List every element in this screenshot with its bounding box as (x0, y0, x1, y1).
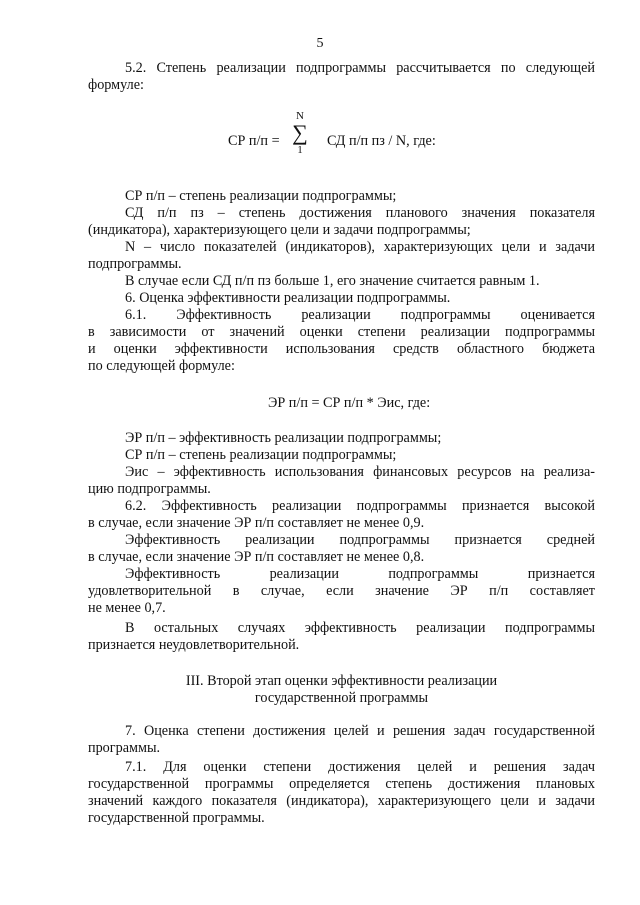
text-line: в случае, если значение ЭР п/п составляет не менее 0,8. (88, 549, 425, 565)
formula-efficiency: ЭР п/п = СР п/п * Эис, где: (268, 395, 431, 411)
text-line: Эффективность реализации подпрограммы признается средней (125, 532, 595, 548)
text-line: и оценки эффективности использования средств областного бюджета (88, 341, 595, 357)
sigma-icon: ∑ (292, 120, 308, 145)
text-line: программы. (88, 740, 161, 756)
text-line: значений каждого показателя (индикатора), характеризующего цели и задачи (88, 793, 595, 809)
text-line: в зависимости от значений оценки степени реализации подпрограммы (88, 324, 595, 340)
text-line: СР п/п – степень реализации подпрограммы; (125, 447, 397, 463)
text-line: В случае если СД п/п пз больше 1, его значение считается равным 1. (125, 273, 540, 289)
text-line: удовлетворительной в случае, если значение ЭР п/п составляет (88, 583, 595, 599)
text-line: в случае, если значение ЭР п/п составляет не менее 0,9. (88, 515, 425, 531)
text-line: 6.1. Эффективность реализации подпрограммы оценивается (125, 307, 595, 323)
text-line: (индикатора), характеризующего цели и задачи подпрограммы; (88, 222, 471, 238)
text-line: 6. Оценка эффективности реализации подпрограммы. (125, 290, 451, 306)
text-line: СД п/п пз – степень достижения планового значения показателя (125, 205, 595, 221)
text-line: 6.2. Эффективность реализации подпрограммы признается высокой (125, 498, 595, 514)
text-line: Эффективность реализации подпрограммы признается (125, 566, 595, 582)
text-line: В остальных случаях эффективность реализации подпрограммы (125, 620, 595, 636)
text-line: Эис – эффективность использования финансовых ресурсов на реализа- (125, 464, 595, 480)
text-line: государственной программы определяется степень достижения плановых (88, 776, 595, 792)
section-heading-line1: III. Второй этап оценки эффективности реализации (185, 673, 498, 689)
section-heading-line2: государственной программы (254, 690, 429, 706)
formula-right: СД п/п пз / N, где: (327, 133, 436, 149)
text-line: цию подпрограммы. (88, 481, 211, 497)
text-line: государственной программы. (88, 810, 265, 826)
text-line: формуле: (88, 77, 144, 93)
text-line: СР п/п – степень реализации подпрограммы; (125, 188, 397, 204)
sum-upper-limit: N (296, 110, 304, 122)
text-line: 5.2. Степень реализации подпрограммы рассчитывается по следующей (125, 60, 595, 76)
text-line: N – число показателей (индикаторов), характеризующих цели и задачи (125, 239, 595, 255)
text-line: 7.1. Для оценки степени достижения целей и решения задач (125, 759, 595, 775)
text-line: подпрограммы. (88, 256, 182, 272)
text-line: ЭР п/п – эффективность реализации подпрограммы; (125, 430, 442, 446)
summation-symbol (282, 110, 318, 170)
sum-lower-limit: 1 (297, 144, 303, 156)
text-line: признается неудовлетворительной. (88, 637, 300, 653)
page-number: 5 (316, 36, 324, 51)
text-line: 7. Оценка степени достижения целей и решения задач государственной (125, 723, 595, 739)
formula-left: СР п/п = (228, 133, 280, 149)
text-line: не менее 0,7. (88, 600, 166, 616)
text-line: по следующей формуле: (88, 358, 235, 374)
